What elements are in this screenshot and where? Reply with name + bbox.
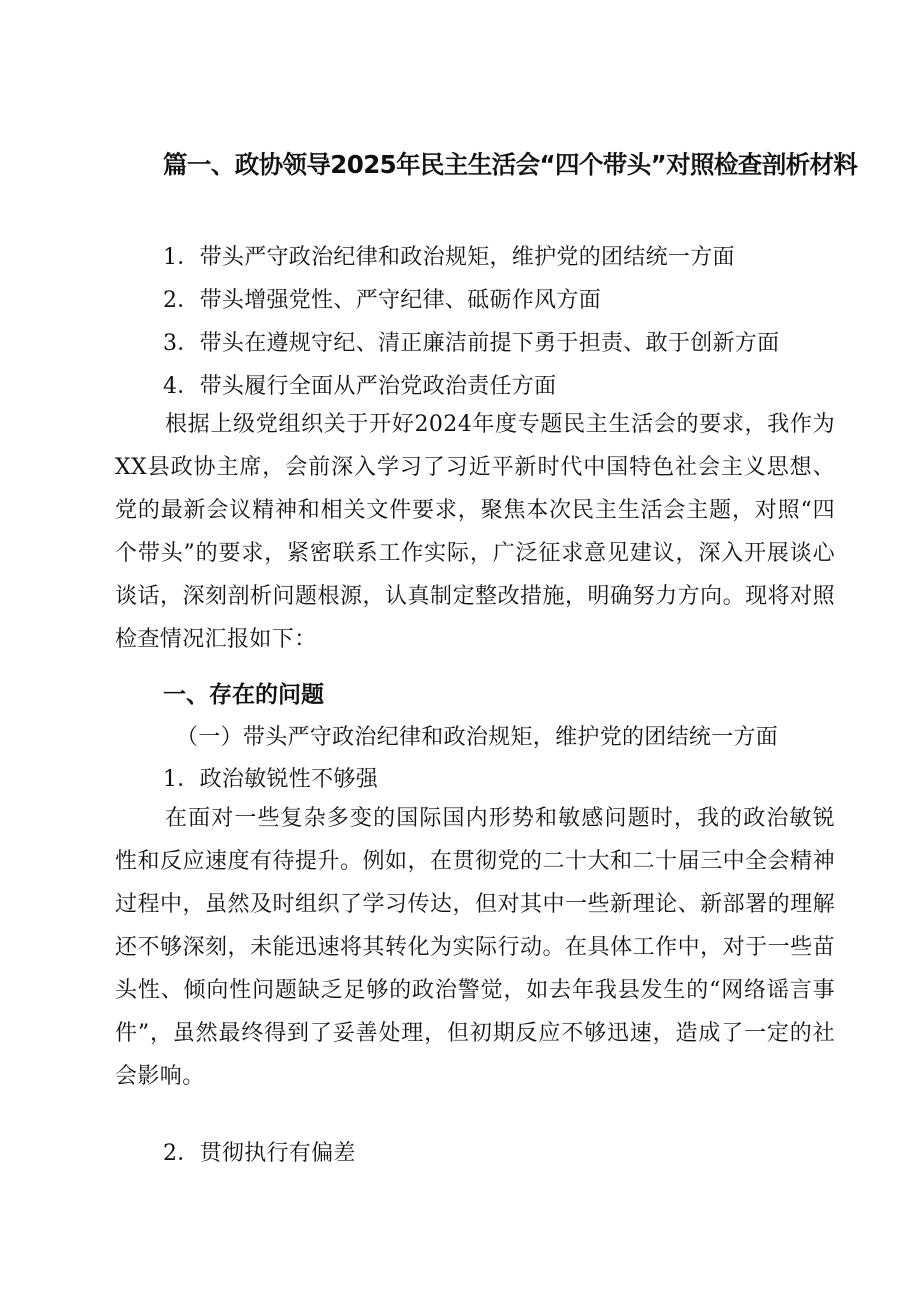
section-heading: 一、存在的问题	[163, 682, 324, 708]
document-title: 篇一、政协领导2025年民主生活会“四个带头”对照检查剖析材料	[163, 150, 858, 179]
outline-item-1: 1．带头严守政治纪律和政治规矩，维护党的团结统一方面	[163, 245, 735, 270]
item-1-title: 1．政治敏锐性不够强	[163, 767, 378, 792]
item-1-paragraph: 在面对一些复杂多变的国际国内形势和敏感问题时，我的政治敏锐性和反应速度有待提升。例如，在贯彻党的二十大和二十届三中全会精神过程中，虽然及时组织了学习传达，但对其中一些新理论、新部署的理解还不够深刻，未能迅速将其转化为实际行动。在具体工作中，对于一些苗头性、倾向性问题缺乏足够的政治警觉，如去年我县发生的“网络谣言事件”，虽然最终得到了妥善处理，但初期反应不够迅速，造成了一定的社会影响。	[115, 806, 835, 1089]
subsection-heading: （一）带头严守政治纪律和政治规矩，维护党的团结统一方面	[176, 725, 779, 750]
item-2-title: 2．贯彻执行有偏差	[163, 1141, 356, 1166]
outline-item-3: 3．带头在遵规守纪、清正廉洁前提下勇于担责、敢于创新方面	[163, 331, 780, 356]
intro-paragraph: 根据上级党组织关于开好2024年度专题民主生活会的要求，我作为XX县政协主席，会前深入学习了习近平新时代中国特色社会主义思想、党的最新会议精神和相关文件要求，聚焦本次民主生活会主题，对照“四个带头”的要求，紧密联系工作实际，广泛征求意见建议，深入开展谈心谈话，深刻剖析问题根源，认真制定整改措施，明确努力方向。现将对照检查情况汇报如下：	[115, 412, 835, 652]
outline-item-4: 4．带头履行全面从严治党政治责任方面	[163, 374, 557, 399]
outline-item-2: 2．带头增强党性、严守纪律、砥砺作风方面	[163, 288, 601, 313]
